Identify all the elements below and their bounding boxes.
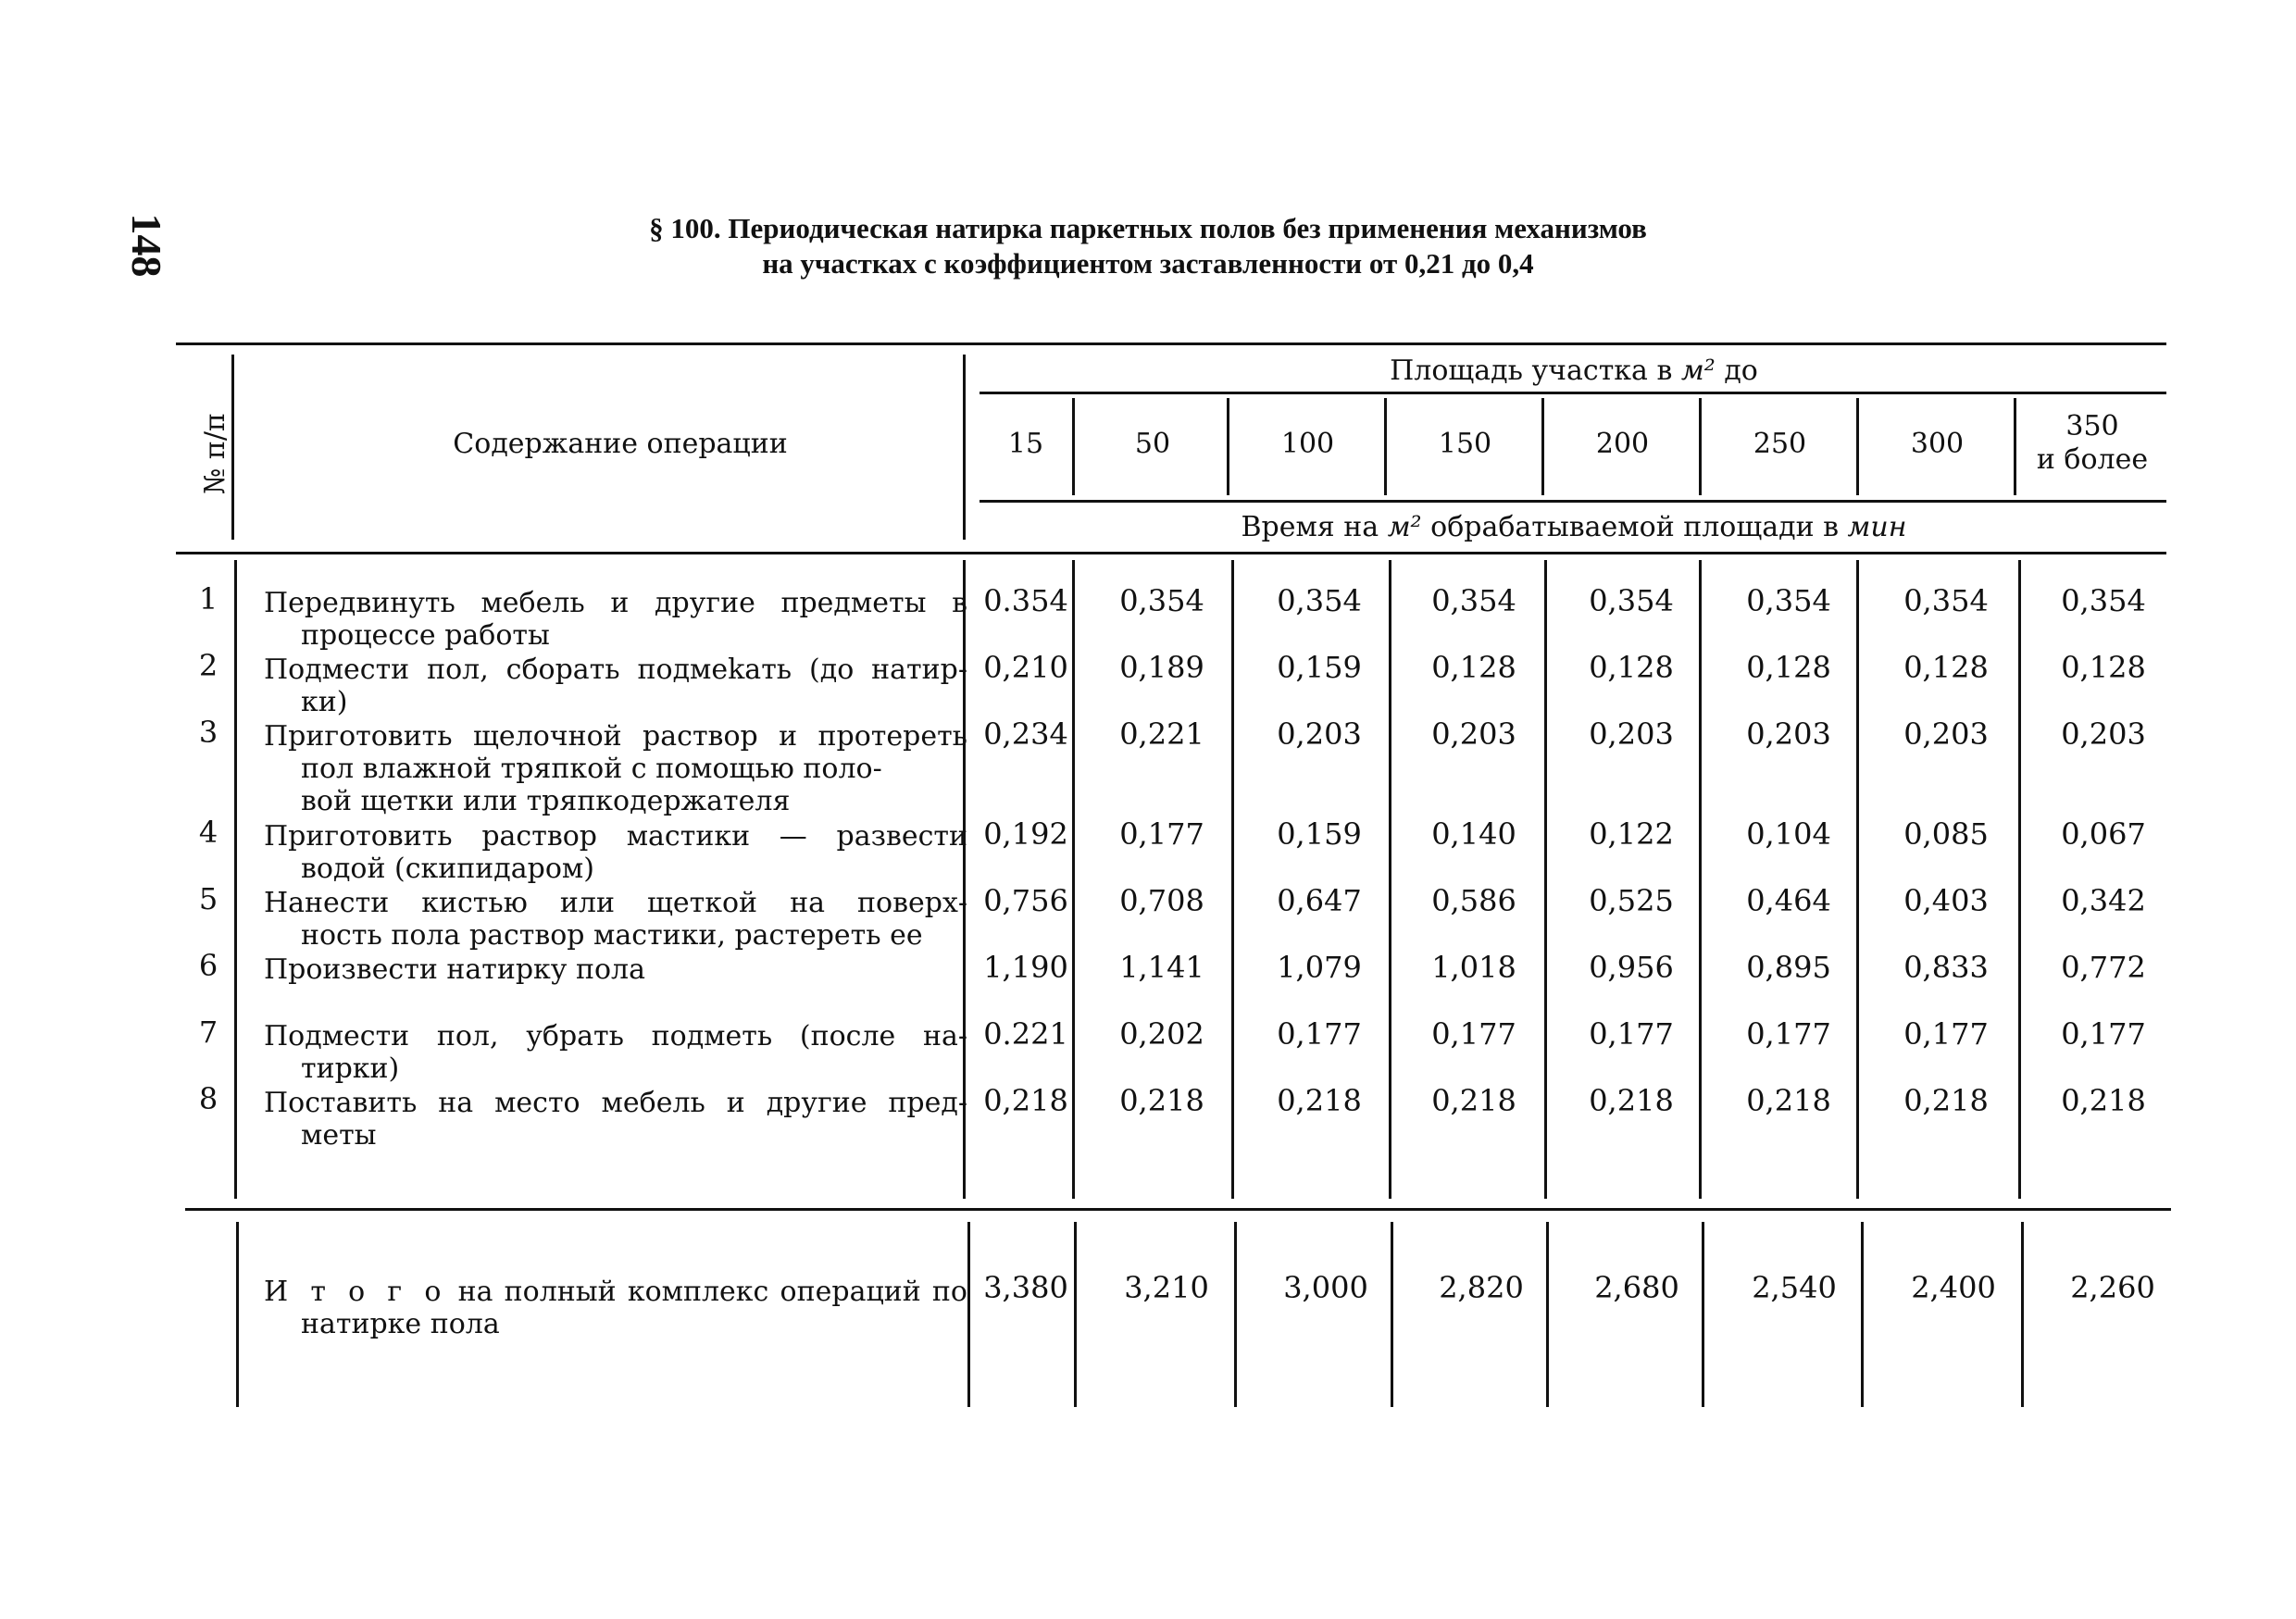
row-value: 0,234 — [983, 716, 1068, 752]
row-value: 0,203 — [1746, 716, 1831, 752]
col-rule-h5 — [1699, 398, 1702, 495]
row-operation-line1: Подмести пол, убрать подметь (после на- — [264, 1020, 967, 1052]
row-number: 2 — [198, 648, 218, 683]
area-header-suffix: до — [1715, 355, 1758, 387]
row-value: 0.221 — [983, 1016, 1068, 1052]
row-value: 0,354 — [1119, 583, 1204, 618]
row-operation — [264, 720, 967, 817]
area-col-50: 50 — [1134, 428, 1171, 460]
row-value: 0,128 — [1431, 650, 1516, 685]
row-value: 0,203 — [1431, 716, 1516, 752]
time-header-top-rule — [980, 500, 2166, 503]
total-label-spaced: И т о г о — [264, 1276, 447, 1308]
total-label-rest: на полный комплекс операций по — [446, 1276, 967, 1308]
row-value: 0,354 — [1746, 583, 1831, 618]
row-number: 3 — [198, 715, 218, 750]
col-rule-b6 — [1856, 560, 1859, 1199]
table-top-rule — [176, 342, 2166, 345]
row-operation-line2: тирки) — [301, 1052, 400, 1085]
area-col-250: 250 — [1753, 428, 1807, 460]
time-header-prefix: Время на — [1241, 511, 1388, 543]
row-number: 8 — [198, 1081, 218, 1116]
row-value: 0,218 — [2061, 1083, 2146, 1118]
total-value: 2,260 — [2070, 1270, 2155, 1305]
row-value: 0,177 — [1277, 1016, 1362, 1052]
col-rule-t2 — [1074, 1222, 1077, 1407]
area-col-100: 100 — [1280, 428, 1335, 460]
row-value: 0,203 — [1277, 716, 1362, 752]
row-value: 0,895 — [1746, 950, 1831, 985]
time-header — [1018, 511, 2129, 543]
row-value: 0,189 — [1119, 650, 1204, 685]
row-operation-line3: вой щетки или тряпкодержателя — [301, 785, 791, 817]
row-value: 0,354 — [1277, 583, 1362, 618]
row-value: 0,218 — [1589, 1083, 1674, 1118]
row-value: 0,221 — [1119, 716, 1204, 752]
row-operation — [264, 953, 967, 986]
row-value: 0.354 — [983, 583, 1068, 618]
row-value: 0,218 — [1431, 1083, 1516, 1118]
row-operation-line1: Приготовить щелочной раствор и протереть — [264, 720, 967, 753]
row-operation-line1: Передвинуть мебель и другие предметы в — [264, 587, 967, 619]
row-operation-line1: Поставить на место мебель и другие пред- — [264, 1087, 967, 1119]
section-title — [518, 211, 1778, 281]
col-rule-t4 — [1391, 1222, 1393, 1407]
col-rule-h2 — [1227, 398, 1229, 495]
row-value: 0,354 — [2061, 583, 2146, 618]
col-rule-num-body — [234, 560, 237, 1199]
row-value: 0,203 — [1589, 716, 1674, 752]
area-col-15: 15 — [1007, 428, 1044, 460]
row-value: 0,218 — [1746, 1083, 1831, 1118]
col-rule-h3 — [1384, 398, 1387, 495]
area-col-150: 150 — [1438, 428, 1492, 460]
row-operation-line1: Подмести пол, сборать подмеkaть (до натир- — [264, 654, 967, 686]
total-top-rule — [185, 1208, 2171, 1211]
total-value: 2,820 — [1439, 1270, 1524, 1305]
area-col-350-line1: 350 — [2065, 410, 2119, 442]
area-col-350-line2: и более — [2036, 443, 2149, 476]
row-value: 0,218 — [1119, 1083, 1204, 1118]
header-bottom-rule — [176, 552, 2166, 554]
row-value: 0,210 — [983, 650, 1068, 685]
row-value: 0,354 — [1903, 583, 1989, 618]
row-value: 0,354 — [1431, 583, 1516, 618]
row-value: 0,128 — [2061, 650, 2146, 685]
col-rule-b5 — [1699, 560, 1702, 1199]
row-value: 0,218 — [983, 1083, 1068, 1118]
row-value: 0,177 — [2061, 1016, 2146, 1052]
area-col-350 — [2020, 410, 2165, 477]
row-number: 5 — [198, 881, 218, 916]
row-operation — [264, 887, 967, 952]
row-operation — [264, 587, 967, 652]
row-value: 0,203 — [1903, 716, 1989, 752]
area-col-200: 200 — [1595, 428, 1650, 460]
col-op-header: Содержание операции — [453, 428, 788, 460]
col-rule-t0 — [236, 1222, 239, 1407]
row-value: 0,104 — [1746, 816, 1831, 852]
row-operation-line2: меты — [301, 1119, 377, 1152]
row-number: 7 — [198, 1015, 218, 1050]
row-number: 4 — [198, 815, 218, 850]
row-value: 0,525 — [1589, 883, 1674, 918]
row-value: 0,192 — [983, 816, 1068, 852]
total-value: 3,210 — [1124, 1270, 1209, 1305]
total-value: 2,540 — [1752, 1270, 1837, 1305]
row-value: 0,159 — [1277, 816, 1362, 852]
row-operation-line1: Произвести натирку пола — [264, 953, 645, 986]
col-rule-h4 — [1541, 398, 1544, 495]
row-operation-line2: пол влажной тряпкой с помощью поло- — [301, 753, 882, 785]
row-value: 0,128 — [1903, 650, 1989, 685]
row-value: 1,141 — [1119, 950, 1204, 985]
total-value: 3,380 — [983, 1270, 1068, 1305]
row-value: 0,708 — [1119, 883, 1204, 918]
time-header-middle: обрабатываемой площади в — [1421, 511, 1848, 543]
col-rule-op — [963, 355, 966, 540]
row-operation-line2: водой (скипидаром) — [301, 853, 594, 885]
row-value: 0,085 — [1903, 816, 1989, 852]
row-value: 0,354 — [1589, 583, 1674, 618]
row-value: 0,772 — [2061, 950, 2146, 985]
row-value: 0,403 — [1903, 883, 1989, 918]
total-value: 3,000 — [1283, 1270, 1368, 1305]
col-num-header: № п/п — [199, 412, 231, 495]
row-value: 0,177 — [1746, 1016, 1831, 1052]
col-rule-h7 — [2014, 398, 2016, 495]
row-value: 0,203 — [2061, 716, 2146, 752]
area-header — [1204, 355, 1944, 387]
total-label — [264, 1276, 967, 1340]
row-value: 0,159 — [1277, 650, 1362, 685]
row-operation-line2: ки) — [301, 686, 348, 718]
area-header-prefix: Площадь участка в — [1390, 355, 1681, 387]
row-value: 0,464 — [1746, 883, 1831, 918]
total-value: 2,680 — [1594, 1270, 1679, 1305]
area-header-unit: м² — [1680, 355, 1716, 387]
row-value: 0,140 — [1431, 816, 1516, 852]
time-header-unit: м² — [1387, 511, 1422, 543]
row-value: 1,190 — [983, 950, 1068, 985]
row-operation-line2: процессе работы — [301, 619, 550, 652]
col-rule-b2 — [1231, 560, 1234, 1199]
row-value: 0,177 — [1589, 1016, 1674, 1052]
row-operation-line1: Нанести кистью или щеткой на поверх- — [264, 887, 967, 919]
col-rule-h6 — [1856, 398, 1859, 495]
col-rule-t1 — [967, 1222, 970, 1407]
row-value: 0,177 — [1119, 816, 1204, 852]
row-value: 0,218 — [1903, 1083, 1989, 1118]
col-rule-b3 — [1389, 560, 1391, 1199]
row-value: 0,586 — [1431, 883, 1516, 918]
col-rule-t8 — [2021, 1222, 2024, 1407]
page-number: 148 — [123, 213, 170, 278]
col-rule-t5 — [1546, 1222, 1549, 1407]
col-rule-h1 — [1072, 398, 1075, 495]
row-value: 0,177 — [1903, 1016, 1989, 1052]
row-value: 1,079 — [1277, 950, 1362, 985]
total-value: 2,400 — [1911, 1270, 1996, 1305]
time-header-suffix: мин — [1847, 511, 1907, 543]
row-value: 0,833 — [1903, 950, 1989, 985]
section-title-line1: § 100. Периодическая натирка паркетных полов без применения механизмов — [649, 212, 1647, 244]
row-value: 0,128 — [1746, 650, 1831, 685]
col-rule-b4 — [1544, 560, 1547, 1199]
row-value: 0,218 — [1277, 1083, 1362, 1118]
row-value: 0,647 — [1277, 883, 1362, 918]
row-operation — [264, 654, 967, 718]
row-value: 0,956 — [1589, 950, 1674, 985]
row-value: 0,342 — [2061, 883, 2146, 918]
col-rule-t6 — [1702, 1222, 1704, 1407]
row-operation — [264, 1020, 967, 1085]
row-value: 0,128 — [1589, 650, 1674, 685]
area-header-rule — [980, 392, 2166, 394]
row-value: 0,756 — [983, 883, 1068, 918]
row-operation — [264, 1087, 967, 1152]
area-col-300: 300 — [1910, 428, 1965, 460]
total-label-line2: натирке пола — [301, 1308, 500, 1340]
row-number: 6 — [198, 948, 218, 983]
row-operation-line2: ность пола раствор мастики, растереть ее — [301, 919, 923, 952]
row-number: 1 — [198, 581, 218, 616]
section-title-line2: на участках с коэффициентом заставленности от 0,21 до 0,4 — [762, 247, 1534, 280]
row-value: 0,067 — [2061, 816, 2146, 852]
row-value: 1,018 — [1431, 950, 1516, 985]
row-value: 0,202 — [1119, 1016, 1204, 1052]
row-operation-line1: Приготовить раствор мастики — развести — [264, 820, 967, 853]
col-rule-b7 — [2018, 560, 2021, 1199]
row-operation — [264, 820, 967, 885]
row-value: 0,177 — [1431, 1016, 1516, 1052]
row-value: 0,122 — [1589, 816, 1674, 852]
col-rule-t3 — [1234, 1222, 1237, 1407]
col-rule-t7 — [1861, 1222, 1864, 1407]
